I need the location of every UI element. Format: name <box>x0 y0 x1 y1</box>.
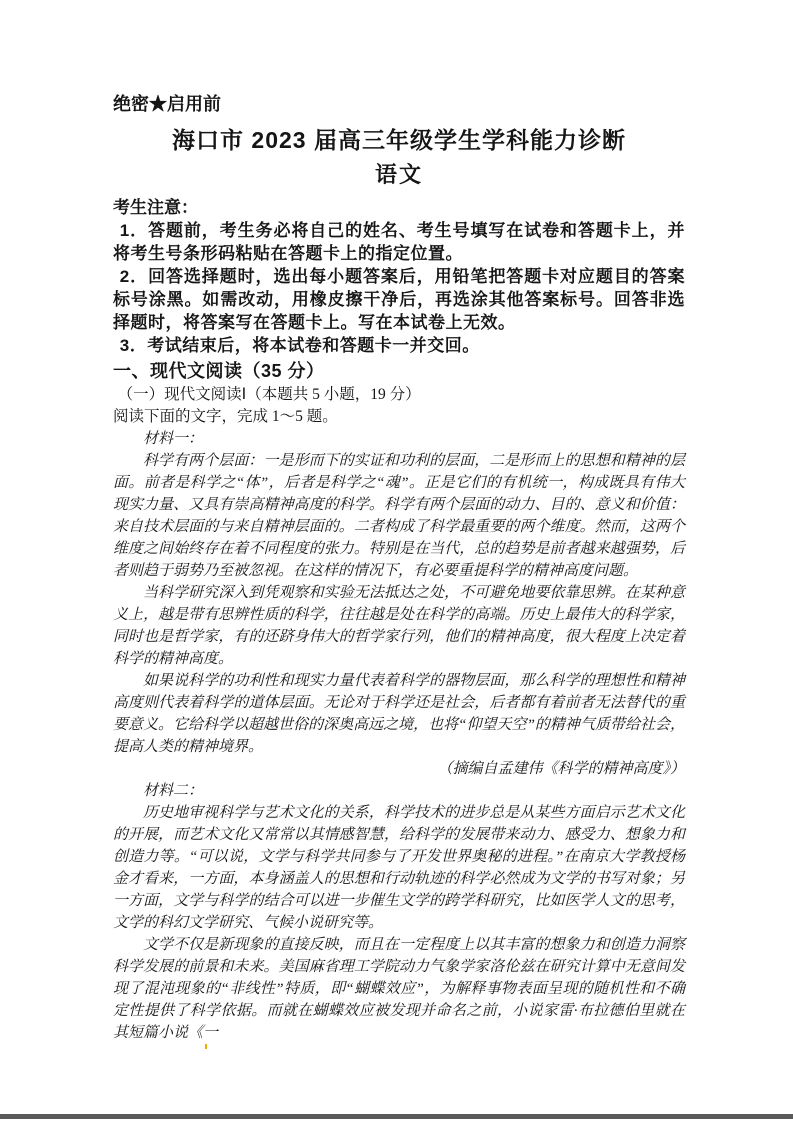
page-content <box>113 92 685 1044</box>
section-heading-modern-reading: 一、现代文阅读（35 分） <box>113 361 325 381</box>
notice-heading: 考生注意： <box>113 198 198 217</box>
material1-label: 材料一： <box>143 431 204 447</box>
scan-artifact-dot <box>205 1044 207 1049</box>
material2-label: 材料二： <box>143 783 204 799</box>
exam-title: 海口市 2023 届高三年级学生学科能力诊断 <box>172 127 626 153</box>
reading-instruction: 阅读下面的文字，完成 1～5 题。 <box>113 408 338 425</box>
page-bottom-scan-bar <box>0 1114 793 1119</box>
material1-paragraph-1: 科学有两个层面：一是形而下的实证和功利的层面，二是形而上的思想和精神的层面。前者是科学之“体”，后者是科学之“魂”。正是它们的有机统一，构成既具有伟大现实力量、又具有崇高精神高度的科学。科学有两个层面的动力、目的、意义和价值：来自技术层面的与来自精神层面的。二者构成了科学最重要的两个维度。然而，这两个维度之间始终存在着不同程度的张力。特别是在当代，总的趋势是前者越来越强势，后者则趋于弱势乃至被忽视。在这样的情况下，有必要重提科学的精神高度问题。 <box>113 453 685 579</box>
exam-subject: 语文 <box>374 162 423 187</box>
notice-item-2: 2．回答选择题时，选出每小题答案后，用铅笔把答题卡对应题目的答案标号涂黑。如需改动，用橡皮擦干净后，再选涂其他答案标号。回答非选择题时，将答案写在答题卡上。写在本试卷上无效。 <box>113 267 685 332</box>
material1-paragraph-2: 当科学研究深入到凭观察和实验无法抵达之处，不可避免地要依靠思辨。在某种意义上，越是带有思辨性质的科学，往往越是处在科学的高端。历史上最伟大的科学家，同时也是哲学家，有的还跻身伟大的哲学家行列，他们的精神高度，很大程度上决定着科学的精神高度。 <box>113 585 685 667</box>
material1-paragraph-3: 如果说科学的功利性和现实力量代表着科学的器物层面，那么科学的理想性和精神高度则代表着科学的道体层面。无论对于科学还是社会，后者都有着前者无法替代的重要意义。它给科学以超越世俗的深奥高远之境，也将“仰望天空”的精神气质带给社会，提高人类的精神境界。 <box>113 673 685 755</box>
notice-item-3: 3．考试结束后，将本试卷和答题卡一并交回。 <box>119 336 480 355</box>
classification-label: 绝密★启用前 <box>113 94 221 114</box>
material2-paragraph-1: 历史地审视科学与艺术文化的关系，科学技术的进步总是从某些方面启示艺术文化的开展，而艺术文化又常常以其情感智慧，给科学的发展带来动力、感受力、想象力和创造力等。“可以说，文学与科学共同参与了开发世界奥秘的进程。”在南京大学教授杨金才看来，一方面，本身涵盖人的思想和行动轨迹的科学必然成为文学的书写对象；另一方面，文学与科学的结合可以进一步催生文学的跨学科研究，比如医学人文的思考，文学的科幻文学研究、气候小说研究等。 <box>113 805 685 931</box>
material1-source-attribution: （摘编自孟建伟《科学的精神高度》） <box>437 761 685 777</box>
material2-paragraph-2-truncated: 文学不仅是新现象的直接反映，而且在一定程度上以其丰富的想象力和创造力洞察科学发展的前景和未来。美国麻省理工学院动力气象学家洛伦兹在研究计算中无意间发现了混沌现象的“非线性”特质，即“蝴蝶效应”，为解释事物表面呈现的随机性和不确定性提供了科学依据。而就在蝴蝶效应被发现并命名之前，小说家雷·布拉德伯里就在其短篇小说《一 <box>113 937 685 1041</box>
subsection-heading: （一）现代文阅读Ⅰ（本题共 5 小题，19 分） <box>117 386 421 403</box>
notice-item-1: 1．答题前，考生务必将自己的姓名、考生号填写在试卷和答题卡上，并将考生号条形码粘贴在答题卡上的指定位置。 <box>113 221 685 263</box>
